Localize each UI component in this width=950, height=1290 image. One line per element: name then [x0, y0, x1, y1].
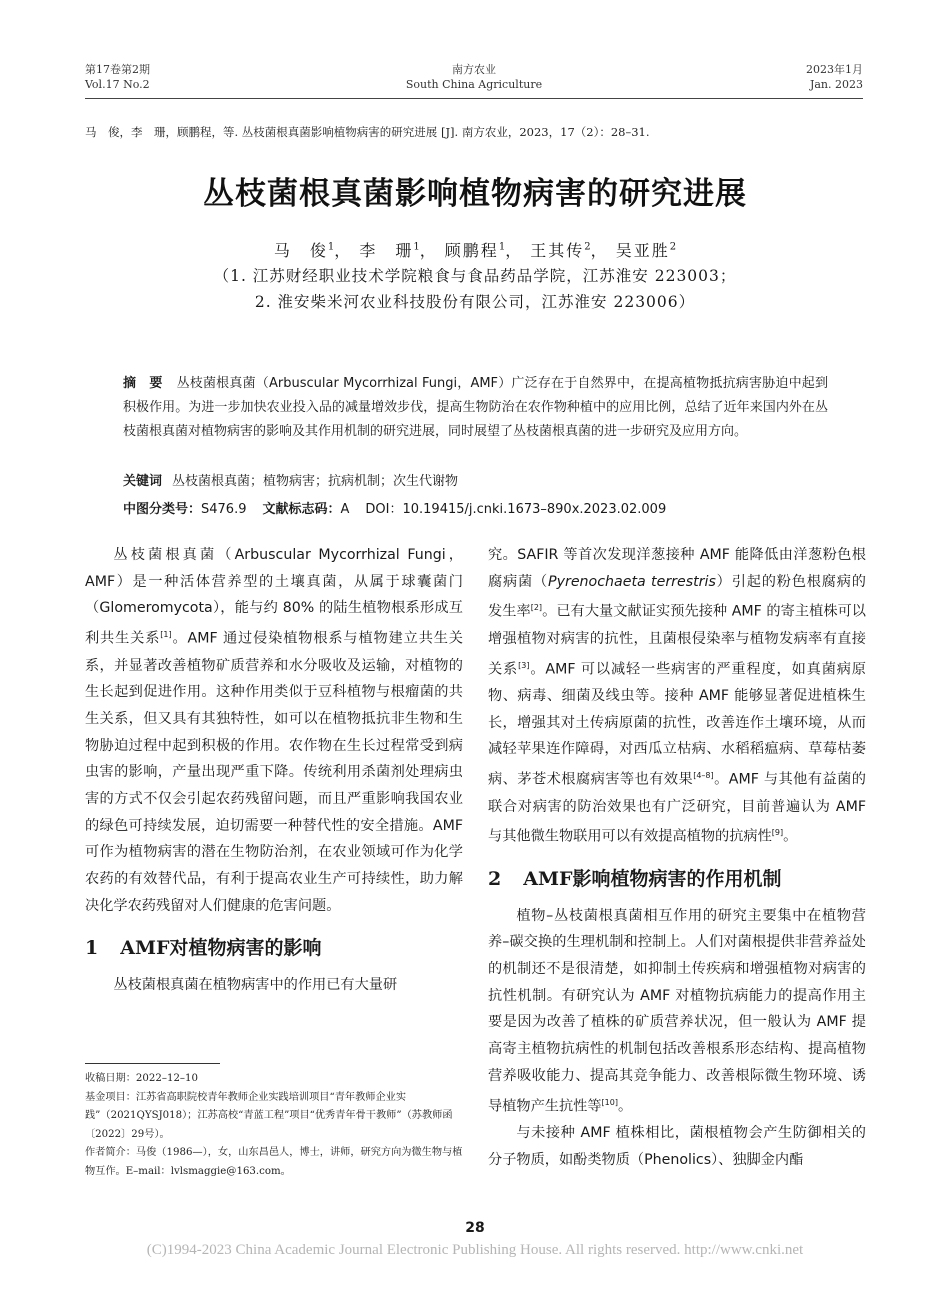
- body-text: 究。SAFIR 等首次发现洋葱接种 AMF 能降低由洋葱粉色根腐病菌（: [488, 547, 866, 590]
- section-heading-1: [85, 934, 463, 962]
- author-name: 李 珊: [359, 241, 414, 260]
- keywords-label: 关键词: [123, 474, 163, 489]
- affiliation-line-1: （1. 江苏财经职业技术学院粮食与食品药品学院，江苏淮安 223003；: [213, 267, 737, 285]
- header-divider: [85, 98, 863, 99]
- body-text: ）引起的粉色根腐病的发生率: [488, 573, 866, 621]
- author-name: 吴亚胜: [615, 241, 670, 260]
- footnote-received: 收稿日期：2022–12–10: [85, 1073, 198, 1084]
- author-affil-mark: 1: [498, 241, 506, 253]
- author-name: 王其传: [530, 241, 585, 260]
- doi-value: 10.19415/j.cnki.1673–890x.2023.02.009: [402, 502, 667, 517]
- reference-mark: [4–8]: [693, 771, 714, 781]
- clc-value: S476.9: [201, 502, 247, 517]
- footnote-fund: 基金项目：江苏省高职院校青年教师企业实践培训项目“青年教师企业实践”（2021QYSJ018）；江苏高校“青蓝工程”项目“优秀青年骨干教师”（苏教师函〔2022〕29号）。: [85, 1091, 453, 1140]
- footnotes: [85, 1070, 467, 1181]
- body-text: 。已有大量文献证实预先接种 AMF 的寄主植株可以增强植物对病害的抗性，且菌根侵染率与植物发病率有直接关系: [488, 604, 866, 678]
- author-affil-mark: 2: [669, 241, 677, 253]
- body-text: 丛枝菌根真菌（Arbuscular Mycorrhizal Fungi，AMF）是一种活体营养型的土壤真菌，从属于球囊菌门（Glomeromycota），能与约 80% 的陆生植物根系形成互利共生关系: [85, 547, 463, 647]
- author-affil-mark: 2: [584, 241, 591, 253]
- body-paragraph: [488, 903, 866, 1120]
- abstract-label: 摘 要: [123, 376, 163, 391]
- section-title: AMF影响植物病害的作用机制: [523, 867, 782, 890]
- header-journal-cn: 南方农业: [452, 63, 496, 76]
- author-affil-mark: 1: [327, 241, 335, 253]
- copyright-notice: (C)1994-2023 China Academic Journal Electronic Publishing House. All rights reserved. http://www.cnki.net: [146, 1242, 804, 1258]
- reference-mark: [3]: [518, 660, 530, 670]
- author-name: 马 俊: [273, 241, 328, 260]
- abstract-text: 丛枝菌根真菌（Arbuscular Mycorrhizal Fungi，AMF）广泛存在于自然界中，在提高植物抵抗病害胁迫中起到积极作用。为进一步加快农业投入品的减量增效步伐，提高生物防治在农作物种植中的应用比例，总结了近年来国内外在丛枝菌根真菌对植物病害的影响及其作用机制的研究进展，同时展望了丛枝菌根真菌的进一步研究及应用方向。: [123, 376, 828, 439]
- body-text: 。AMF 与其他有益菌的联合对病害的防治效果也有广泛研究，目前普遍认为 AMF 与其他微生物联用可以有效提高植物的抗病性: [488, 771, 866, 845]
- header-date-cn: 2023年1月: [806, 63, 863, 76]
- section-heading-2: [488, 865, 866, 893]
- doc-code-value: A: [340, 502, 350, 517]
- header-date-en: Jan. 2023: [809, 78, 863, 91]
- author-list: 马 俊$^1$， 李 珊$^1$， 顾鹏程$^1$， 王其传$^2$， 吴亚胜$^2$: [273, 241, 677, 260]
- body-text: 植物–丛枝菌根真菌相互作用的研究主要集中在植物营养–碳交换的生理机制和控制上。人们对菌根提供非营养益处的机制还不是很清楚，如抑制土传疾病和增强植物对病害的抗性机制。有研究认为 AMF 对植物抗病能力的提高作用主要是因为改善了植株的矿质营养状况，但一般认为 AMF 提高寄主植物抗病性的机制包括改善根系形态结构、提高植物营养吸收能力、提高其竞争能力、改善根际微生物环境、诱导植物产生抗性等: [488, 907, 866, 1115]
- section-number: 1: [85, 936, 99, 959]
- header-journal-en: South China Agriculture: [405, 78, 543, 91]
- species-name: Pyrenochaeta terrestris: [548, 573, 716, 590]
- author-name: 顾鹏程: [444, 241, 499, 260]
- body-paragraph: [85, 542, 463, 920]
- body-column-right: [488, 542, 866, 1173]
- body-text: 。: [783, 828, 798, 845]
- header-journal: [85, 62, 863, 92]
- footnote-divider: [85, 1063, 220, 1064]
- article-title: 丛枝菌根真菌影响植物病害的研究进展: [203, 176, 747, 212]
- header-volume-cn: 第17卷第2期: [85, 63, 150, 76]
- footnote-author-bio: 作者简介：马俊（1986—），女，山东昌邑人，博士，讲师，研究方向为微生物与植物互作。E–mail：lvlsmaggie@163.com。: [85, 1147, 463, 1177]
- header-volume-en: Vol.17 No.2: [85, 78, 150, 91]
- body-column-left: [85, 542, 463, 998]
- body-paragraph: 丛枝菌根真菌在植物病害中的作用已有大量研: [113, 976, 398, 993]
- body-paragraph: 与未接种 AMF 植株相比，菌根植物会产生防御相关的分子物质，如酚类物质（Phenolics）、独脚金内酯: [488, 1125, 866, 1168]
- page-number: 28: [465, 1220, 485, 1236]
- body-text: 。AMF 通过侵染植物根系与植物建立共生关系，并显著改善植物矿质营养和水分吸收及运输，对植物的生长起到促进作用。这种作用类似于豆科植物与根瘤菌的共生关系，但又具有其独特性，如可以在植物抵抗非生物和生物胁迫过程中起到积极的作用。农作物在生长过程常受到病虫害的影响，产量出现严重下降。传统利用杀菌剂处理病虫害的方式不仅会引起农药残留问题，而且严重影响我国农业的绿色可持续发展，迫切需要一种替代性的安全措施。AMF 可作为植物病害的潜在生物防治剂，在农业领域可作为化学农药的有效替代品，有利于提高农业生产可持续性，助力解决化学农药残留对人们健康的危害问题。: [85, 630, 463, 914]
- keywords-text: 丛枝菌根真菌；植物病害；抗病机制；次生代谢物: [172, 474, 459, 489]
- doc-code-label: 文献标志码：: [262, 502, 341, 517]
- body-text: 。: [617, 1098, 633, 1115]
- reference-mark: [2]: [530, 603, 543, 613]
- doi-label: DOI：: [365, 502, 403, 517]
- clc-label: 中图分类号：: [123, 502, 202, 517]
- affiliation-line-2: 2. 淮安柴米河农业科技股份有限公司，江苏淮安 223006）: [254, 293, 696, 311]
- running-header: [85, 62, 863, 98]
- body-paragraph: [488, 542, 866, 851]
- reference-mark: [9]: [771, 828, 784, 838]
- body-text: 。AMF 可以减轻一些病害的严重程度，如真菌病原物、病毒、细菌及线虫等。接种 AMF 能够显著促进植株生长，增强其对土传病原菌的抗性，改善连作土壤环境，从而减轻苹果连作障碍，对西瓜立枯病、水稻稻瘟病、草莓枯萎病、茅苍术根腐病害等也有效果: [488, 661, 866, 788]
- section-number: 2: [488, 867, 502, 890]
- keywords-line: [123, 470, 833, 489]
- abstract-block: [123, 372, 828, 444]
- header-date: [806, 62, 863, 92]
- reference-mark: [1]: [160, 630, 172, 640]
- citation-line: 马 俊，李 珊，顾鹏程，等. 丛枝菌根真菌影响植物病害的研究进展 [J]. 南方农业，2023，17（2）：28–31.: [85, 125, 650, 139]
- author-affil-mark: 1: [413, 241, 420, 253]
- section-title: AMF对植物病害的影响: [120, 936, 322, 959]
- reference-mark: [10]: [601, 1097, 618, 1107]
- classification-line: [123, 498, 833, 517]
